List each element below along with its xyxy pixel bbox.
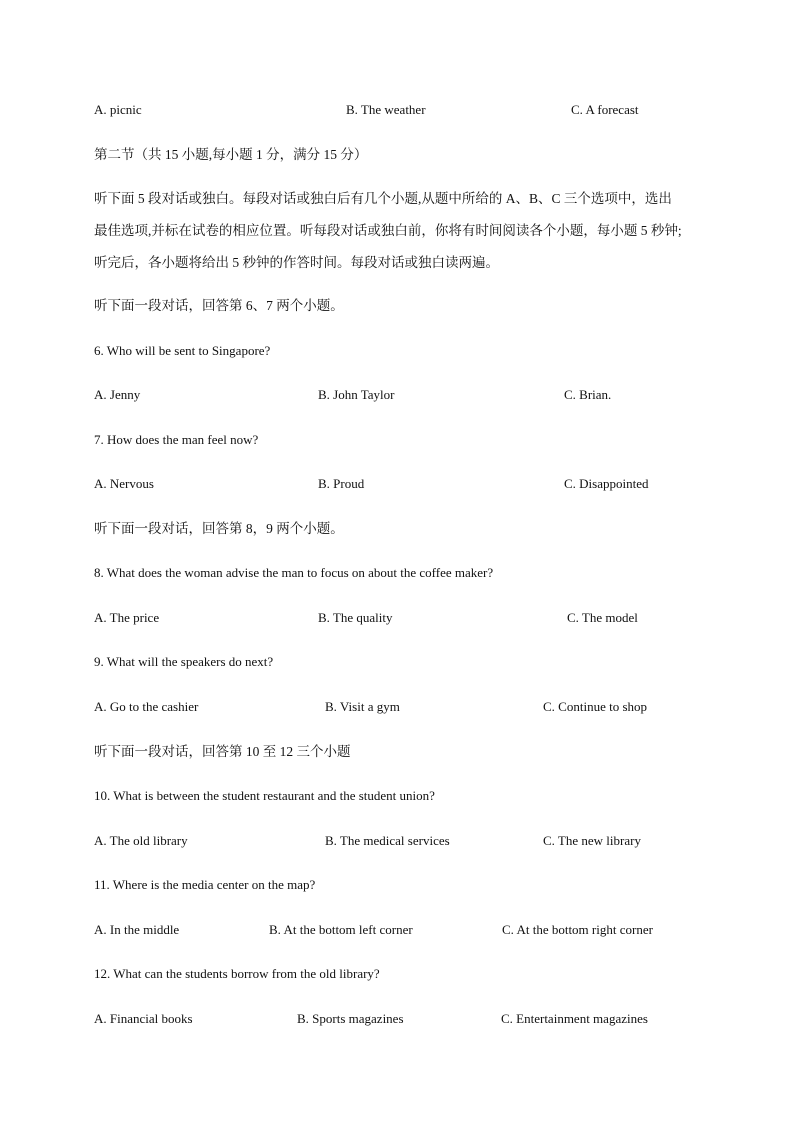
- q8-option-a: A. The price: [94, 610, 160, 625]
- q5-option-b: B. The weather: [346, 102, 426, 117]
- q8-option-b: B. The quality: [318, 610, 393, 625]
- q11-option-b: B. At the bottom left corner: [269, 922, 413, 937]
- q7-stem: 7. How does the man feel now?: [94, 432, 259, 447]
- q10-option-b: B. The medical services: [325, 833, 450, 848]
- instructions-line-1: 听下面 5 段对话或独白。每段对话或独白后有几个小题,从题中所给的 A、B、C 三个选项中，选出: [94, 191, 672, 206]
- instructions-line-2: 最佳选项,并标在试卷的相应位置。听每段对话或独白前，你将有时间阅读各个小题，每小题 5 秒钟;: [94, 223, 682, 238]
- instructions-line-3: 听完后，各小题将给出 5 秒钟的作答时间。每段对话或独白读两遍。: [94, 255, 499, 270]
- q7-option-b: B. Proud: [318, 476, 365, 491]
- q6-stem: 6. Who will be sent to Singapore?: [94, 343, 271, 358]
- q12-stem: 12. What can the students borrow from the old library?: [94, 966, 380, 981]
- q10-option-a: A. The old library: [94, 833, 188, 848]
- q10-option-c: C. The new library: [543, 833, 641, 848]
- q6-option-c: C. Brian.: [564, 387, 612, 402]
- q10-stem: 10. What is between the student restaurant and the student union?: [94, 788, 435, 803]
- group3-intro: 听下面一段对话，回答第 10 至 12 三个小题: [94, 744, 351, 759]
- q7-option-c: C. Disappointed: [564, 476, 649, 491]
- q9-option-c: C. Continue to shop: [543, 699, 648, 714]
- q5-option-a: A. picnic: [94, 102, 142, 117]
- q12-option-b: B. Sports magazines: [297, 1011, 404, 1026]
- q11-option-c: C. At the bottom right corner: [502, 922, 653, 937]
- q8-stem: 8. What does the woman advise the man to focus on about the coffee maker?: [94, 565, 494, 580]
- q9-option-b: B. Visit a gym: [325, 699, 400, 714]
- section-heading: 第二节（共 15 小题,每小题 1 分，满分 15 分）: [94, 147, 368, 162]
- group2-intro: 听下面一段对话，回答第 8，9 两个小题。: [94, 521, 344, 536]
- group1-intro: 听下面一段对话，回答第 6、7 两个小题。: [94, 298, 344, 313]
- q9-stem: 9. What will the speakers do next?: [94, 654, 274, 669]
- q7-option-a: A. Nervous: [94, 476, 154, 491]
- q12-option-c: C. Entertainment magazines: [501, 1011, 648, 1026]
- q8-option-c: C. The model: [567, 610, 638, 625]
- q12-option-a: A. Financial books: [94, 1011, 193, 1026]
- q5-option-c: C. A forecast: [571, 102, 639, 117]
- q6-option-a: A. Jenny: [94, 387, 141, 402]
- q9-option-a: A. Go to the cashier: [94, 699, 199, 714]
- q6-option-b: B. John Taylor: [318, 387, 395, 402]
- q11-stem: 11. Where is the media center on the map?: [94, 877, 316, 892]
- q11-option-a: A. In the middle: [94, 922, 180, 937]
